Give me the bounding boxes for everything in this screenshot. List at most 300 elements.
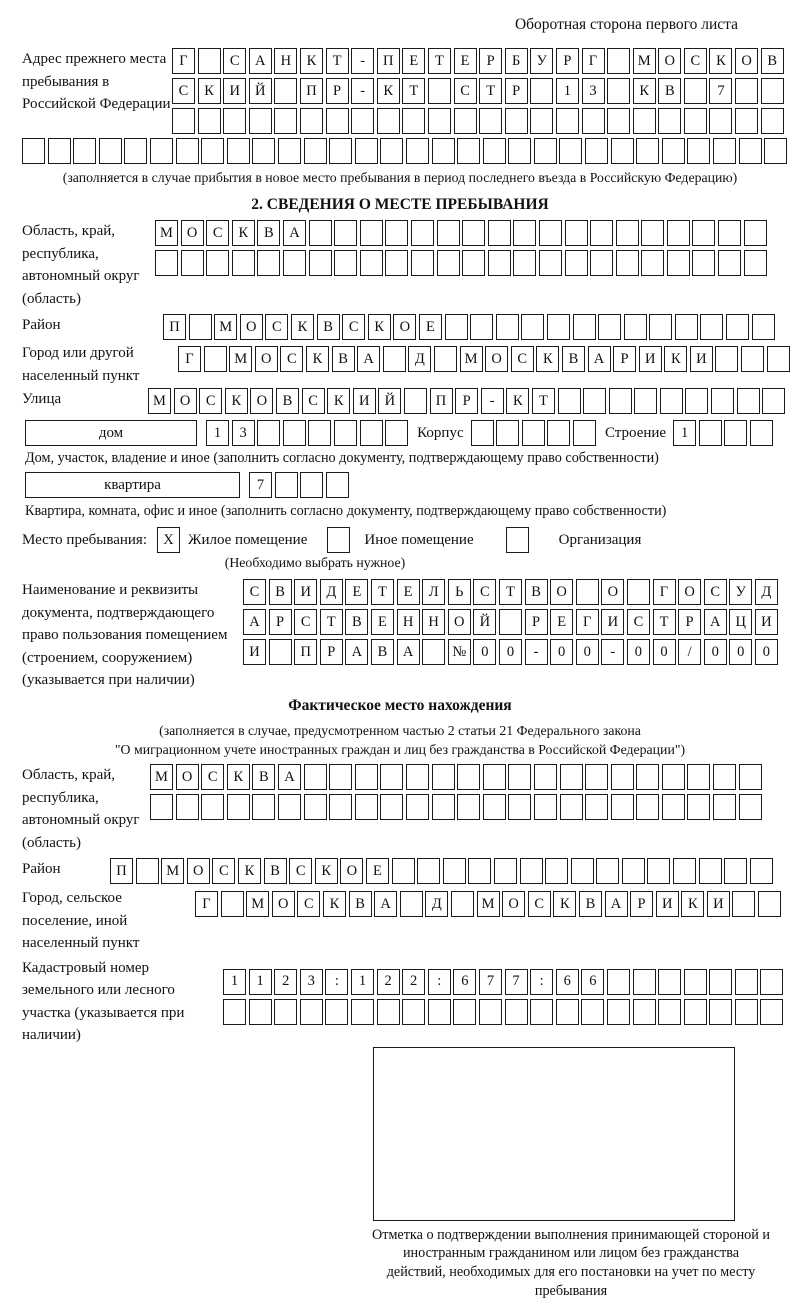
char-cell[interactable]: С [704,579,727,605]
char-cell[interactable] [269,639,292,665]
char-cell[interactable] [581,999,604,1025]
char-cell[interactable] [329,794,352,820]
char-cell[interactable] [583,388,606,414]
char-cell[interactable] [422,639,445,665]
char-cell[interactable] [539,250,562,276]
char-cell[interactable]: О [601,579,624,605]
char-cell[interactable]: К [709,48,732,74]
char-cell[interactable]: У [530,48,553,74]
char-cell[interactable]: А [278,764,301,790]
char-cell[interactable] [636,794,659,820]
char-cell[interactable]: С [511,346,534,372]
char-cell[interactable] [530,999,553,1025]
char-cell[interactable] [223,999,246,1025]
char-cell[interactable]: О [678,579,701,605]
char-cell[interactable]: Е [397,579,420,605]
char-cell[interactable] [764,138,787,164]
char-cell[interactable]: У [729,579,752,605]
char-cell[interactable] [684,78,707,104]
char-cell[interactable] [383,346,406,372]
char-cell[interactable]: Е [371,609,394,635]
char-cell[interactable]: Р [505,78,528,104]
char-cell[interactable] [607,108,630,134]
char-cell[interactable]: Ц [729,609,752,635]
char-cell[interactable] [355,764,378,790]
char-cell[interactable]: П [300,78,323,104]
char-cell[interactable]: Н [422,609,445,635]
char-cell[interactable]: И [690,346,713,372]
char-cell[interactable]: К [232,220,255,246]
char-cell[interactable] [325,999,348,1025]
char-cell[interactable] [360,220,383,246]
char-cell[interactable]: И [223,78,246,104]
char-cell[interactable] [530,108,553,134]
char-cell[interactable] [411,250,434,276]
inoe-checkbox[interactable] [327,527,350,553]
char-cell[interactable]: К [198,78,221,104]
char-cell[interactable] [462,220,485,246]
char-cell[interactable]: Р [269,609,292,635]
char-cell[interactable] [437,250,460,276]
char-cell[interactable] [73,138,96,164]
char-cell[interactable] [667,220,690,246]
char-cell[interactable] [274,999,297,1025]
char-cell[interactable]: М [246,891,269,917]
char-cell[interactable]: 1 [556,78,579,104]
char-cell[interactable]: 1 [249,969,272,995]
char-cell[interactable]: К [238,858,261,884]
char-cell[interactable]: А [345,639,368,665]
char-cell[interactable] [744,220,767,246]
char-cell[interactable]: П [110,858,133,884]
char-cell[interactable]: К [368,314,391,340]
char-cell[interactable]: К [664,346,687,372]
char-cell[interactable]: 0 [473,639,496,665]
char-cell[interactable] [752,314,775,340]
char-cell[interactable]: С [280,346,303,372]
char-cell[interactable]: К [300,48,323,74]
char-cell[interactable] [624,314,647,340]
char-cell[interactable]: Н [274,48,297,74]
char-cell[interactable]: С [206,220,229,246]
char-cell[interactable] [278,138,301,164]
char-cell[interactable] [699,858,722,884]
char-cell[interactable] [636,764,659,790]
char-cell[interactable]: С [302,388,325,414]
char-cell[interactable] [687,138,710,164]
char-cell[interactable]: В [761,48,784,74]
char-cell[interactable]: С [473,579,496,605]
char-cell[interactable] [494,858,517,884]
char-cell[interactable]: О [550,579,573,605]
char-cell[interactable] [283,250,306,276]
char-cell[interactable]: Й [378,388,401,414]
char-cell[interactable]: Е [402,48,425,74]
char-cell[interactable] [380,138,403,164]
char-cell[interactable] [309,220,332,246]
char-cell[interactable]: М [633,48,656,74]
char-cell[interactable]: П [163,314,186,340]
char-cell[interactable] [278,794,301,820]
char-cell[interactable] [392,858,415,884]
char-cell[interactable] [692,220,715,246]
char-cell[interactable] [308,420,331,446]
char-cell[interactable]: И [294,579,317,605]
char-cell[interactable] [762,388,785,414]
char-cell[interactable] [462,250,485,276]
char-cell[interactable] [607,999,630,1025]
char-cell[interactable] [718,250,741,276]
char-cell[interactable]: / [678,639,701,665]
char-cell[interactable] [662,138,685,164]
char-cell[interactable] [377,999,400,1025]
char-cell[interactable] [252,794,275,820]
char-cell[interactable] [598,314,621,340]
char-cell[interactable]: И [639,346,662,372]
char-cell[interactable] [454,108,477,134]
char-cell[interactable]: К [377,78,400,104]
char-cell[interactable]: И [353,388,376,414]
char-cell[interactable] [735,999,758,1025]
char-cell[interactable] [355,138,378,164]
char-cell[interactable] [385,220,408,246]
char-cell[interactable]: Е [345,579,368,605]
char-cell[interactable]: Д [755,579,778,605]
char-cell[interactable] [622,858,645,884]
char-cell[interactable] [275,472,298,498]
char-cell[interactable]: 1 [206,420,229,446]
char-cell[interactable] [609,388,632,414]
char-cell[interactable]: 1 [673,420,696,446]
char-cell[interactable]: 6 [453,969,476,995]
char-cell[interactable]: О [735,48,758,74]
char-cell[interactable] [627,579,650,605]
char-cell[interactable] [534,138,557,164]
char-cell[interactable]: Г [653,579,676,605]
char-cell[interactable] [560,794,583,820]
char-cell[interactable]: Т [532,388,555,414]
char-cell[interactable]: В [658,78,681,104]
char-cell[interactable]: Д [408,346,431,372]
char-cell[interactable] [539,220,562,246]
char-cell[interactable] [334,250,357,276]
char-cell[interactable] [434,346,457,372]
char-cell[interactable]: О [393,314,416,340]
char-cell[interactable]: С [297,891,320,917]
char-cell[interactable] [124,138,147,164]
char-cell[interactable] [726,314,749,340]
char-cell[interactable]: О [181,220,204,246]
char-cell[interactable]: Е [419,314,442,340]
char-cell[interactable]: Л [422,579,445,605]
char-cell[interactable]: Г [172,48,195,74]
char-cell[interactable]: Р [630,891,653,917]
char-cell[interactable]: О [448,609,471,635]
char-cell[interactable]: М [148,388,171,414]
char-cell[interactable]: А [397,639,420,665]
char-cell[interactable] [505,999,528,1025]
char-cell[interactable] [377,108,400,134]
char-cell[interactable]: : [325,969,348,995]
char-cell[interactable]: С [627,609,650,635]
char-cell[interactable]: Р [525,609,548,635]
char-cell[interactable] [658,999,681,1025]
char-cell[interactable] [406,764,429,790]
char-cell[interactable] [181,250,204,276]
char-cell[interactable]: И [243,639,266,665]
char-cell[interactable] [658,108,681,134]
char-cell[interactable] [304,794,327,820]
char-cell[interactable]: Е [550,609,573,635]
char-cell[interactable] [713,138,736,164]
char-cell[interactable] [206,250,229,276]
char-cell[interactable] [530,78,553,104]
char-cell[interactable]: О [250,388,273,414]
char-cell[interactable]: К [315,858,338,884]
char-cell[interactable]: О [174,388,197,414]
char-cell[interactable] [547,420,570,446]
char-cell[interactable]: Т [402,78,425,104]
char-cell[interactable]: Н [397,609,420,635]
char-cell[interactable]: С [684,48,707,74]
char-cell[interactable] [709,969,732,995]
char-cell[interactable]: О [485,346,508,372]
char-cell[interactable]: В [349,891,372,917]
char-cell[interactable] [257,420,280,446]
char-cell[interactable]: Р [326,78,349,104]
char-cell[interactable] [453,999,476,1025]
char-cell[interactable] [300,999,323,1025]
char-cell[interactable]: А [704,609,727,635]
char-cell[interactable]: И [656,891,679,917]
char-cell[interactable] [758,891,781,917]
char-cell[interactable] [647,858,670,884]
char-cell[interactable]: Т [428,48,451,74]
char-cell[interactable] [443,858,466,884]
char-cell[interactable] [406,138,429,164]
char-cell[interactable] [155,250,178,276]
char-cell[interactable] [380,794,403,820]
char-cell[interactable] [687,794,710,820]
char-cell[interactable] [445,314,468,340]
char-cell[interactable] [22,138,45,164]
char-cell[interactable] [428,78,451,104]
char-cell[interactable] [534,794,557,820]
char-cell[interactable] [711,388,734,414]
char-cell[interactable] [545,858,568,884]
char-cell[interactable] [667,250,690,276]
char-cell[interactable]: С [172,78,195,104]
char-cell[interactable]: 7 [505,969,528,995]
char-cell[interactable]: К [536,346,559,372]
char-cell[interactable] [556,108,579,134]
char-cell[interactable]: О [272,891,295,917]
char-cell[interactable]: П [377,48,400,74]
char-cell[interactable]: : [530,969,553,995]
char-cell[interactable]: В [269,579,292,605]
char-cell[interactable] [692,250,715,276]
char-cell[interactable] [189,314,212,340]
char-cell[interactable]: В [562,346,585,372]
char-cell[interactable]: М [477,891,500,917]
char-cell[interactable]: : [428,969,451,995]
char-cell[interactable]: 6 [581,969,604,995]
char-cell[interactable]: - [525,639,548,665]
char-cell[interactable] [457,764,480,790]
char-cell[interactable] [483,764,506,790]
char-cell[interactable]: Р [455,388,478,414]
char-cell[interactable]: № [448,639,471,665]
char-cell[interactable]: К [306,346,329,372]
char-cell[interactable]: Т [479,78,502,104]
char-cell[interactable]: 3 [300,969,323,995]
char-cell[interactable] [684,969,707,995]
char-cell[interactable] [585,138,608,164]
char-cell[interactable]: А [374,891,397,917]
char-cell[interactable] [227,794,250,820]
char-cell[interactable] [571,858,594,884]
char-cell[interactable]: М [460,346,483,372]
char-cell[interactable]: В [257,220,280,246]
char-cell[interactable]: - [601,639,624,665]
char-cell[interactable] [565,220,588,246]
char-cell[interactable] [483,794,506,820]
char-cell[interactable] [616,220,639,246]
char-cell[interactable] [713,794,736,820]
char-cell[interactable]: Г [195,891,218,917]
char-cell[interactable]: 0 [729,639,752,665]
char-cell[interactable] [634,388,657,414]
char-cell[interactable] [649,314,672,340]
char-cell[interactable]: 7 [249,472,272,498]
char-cell[interactable]: 3 [232,420,255,446]
char-cell[interactable]: 2 [402,969,425,995]
char-cell[interactable] [483,138,506,164]
char-cell[interactable] [633,999,656,1025]
char-cell[interactable] [685,388,708,414]
char-cell[interactable]: Р [613,346,636,372]
char-cell[interactable] [520,858,543,884]
char-cell[interactable] [201,794,224,820]
char-cell[interactable] [400,891,423,917]
char-cell[interactable] [309,250,332,276]
char-cell[interactable] [432,794,455,820]
char-cell[interactable] [136,858,159,884]
char-cell[interactable] [585,794,608,820]
char-cell[interactable] [428,108,451,134]
char-cell[interactable] [488,220,511,246]
char-cell[interactable] [329,764,352,790]
char-cell[interactable] [334,220,357,246]
char-cell[interactable]: В [264,858,287,884]
char-cell[interactable]: А [283,220,306,246]
char-cell[interactable] [513,220,536,246]
char-cell[interactable] [221,891,244,917]
char-cell[interactable] [406,794,429,820]
char-cell[interactable]: Т [653,609,676,635]
char-cell[interactable]: 0 [499,639,522,665]
char-cell[interactable] [718,220,741,246]
char-cell[interactable]: С [223,48,246,74]
char-cell[interactable]: 7 [479,969,502,995]
char-cell[interactable] [684,999,707,1025]
char-cell[interactable] [582,108,605,134]
char-cell[interactable] [380,764,403,790]
char-cell[interactable]: Р [556,48,579,74]
char-cell[interactable]: К [633,78,656,104]
char-cell[interactable] [590,220,613,246]
char-cell[interactable]: С [528,891,551,917]
char-cell[interactable] [48,138,71,164]
char-cell[interactable]: 0 [627,639,650,665]
char-cell[interactable]: С [265,314,288,340]
char-cell[interactable] [724,420,747,446]
char-cell[interactable] [417,858,440,884]
char-cell[interactable] [761,108,784,134]
char-cell[interactable] [558,388,581,414]
char-cell[interactable] [274,78,297,104]
char-cell[interactable] [198,108,221,134]
char-cell[interactable] [326,472,349,498]
char-cell[interactable] [479,108,502,134]
char-cell[interactable] [300,472,323,498]
char-cell[interactable] [658,969,681,995]
char-cell[interactable] [750,858,773,884]
char-cell[interactable]: 7 [709,78,732,104]
char-cell[interactable] [576,579,599,605]
char-cell[interactable]: Ь [448,579,471,605]
char-cell[interactable] [176,794,199,820]
char-cell[interactable]: В [525,579,548,605]
char-cell[interactable] [351,999,374,1025]
char-cell[interactable] [385,420,408,446]
char-cell[interactable] [607,48,630,74]
char-cell[interactable]: 0 [755,639,778,665]
char-cell[interactable]: П [430,388,453,414]
char-cell[interactable] [471,420,494,446]
char-cell[interactable]: А [243,609,266,635]
char-cell[interactable] [585,764,608,790]
char-cell[interactable]: О [502,891,525,917]
char-cell[interactable]: Е [366,858,389,884]
char-cell[interactable]: К [553,891,576,917]
char-cell[interactable] [662,794,685,820]
char-cell[interactable] [760,999,783,1025]
char-cell[interactable] [735,78,758,104]
char-cell[interactable]: М [161,858,184,884]
char-cell[interactable]: М [229,346,252,372]
char-cell[interactable]: О [176,764,199,790]
char-cell[interactable] [521,314,544,340]
char-cell[interactable]: К [291,314,314,340]
char-cell[interactable] [201,138,224,164]
char-cell[interactable]: А [249,48,272,74]
char-cell[interactable] [660,388,683,414]
char-cell[interactable] [385,250,408,276]
char-cell[interactable]: 2 [274,969,297,995]
char-cell[interactable]: 3 [582,78,605,104]
char-cell[interactable]: - [481,388,504,414]
char-cell[interactable] [547,314,570,340]
char-cell[interactable] [404,388,427,414]
char-cell[interactable] [360,250,383,276]
char-cell[interactable] [641,250,664,276]
char-cell[interactable]: Т [499,579,522,605]
char-cell[interactable] [496,314,519,340]
char-cell[interactable] [508,138,531,164]
char-cell[interactable] [662,764,685,790]
char-cell[interactable]: И [601,609,624,635]
